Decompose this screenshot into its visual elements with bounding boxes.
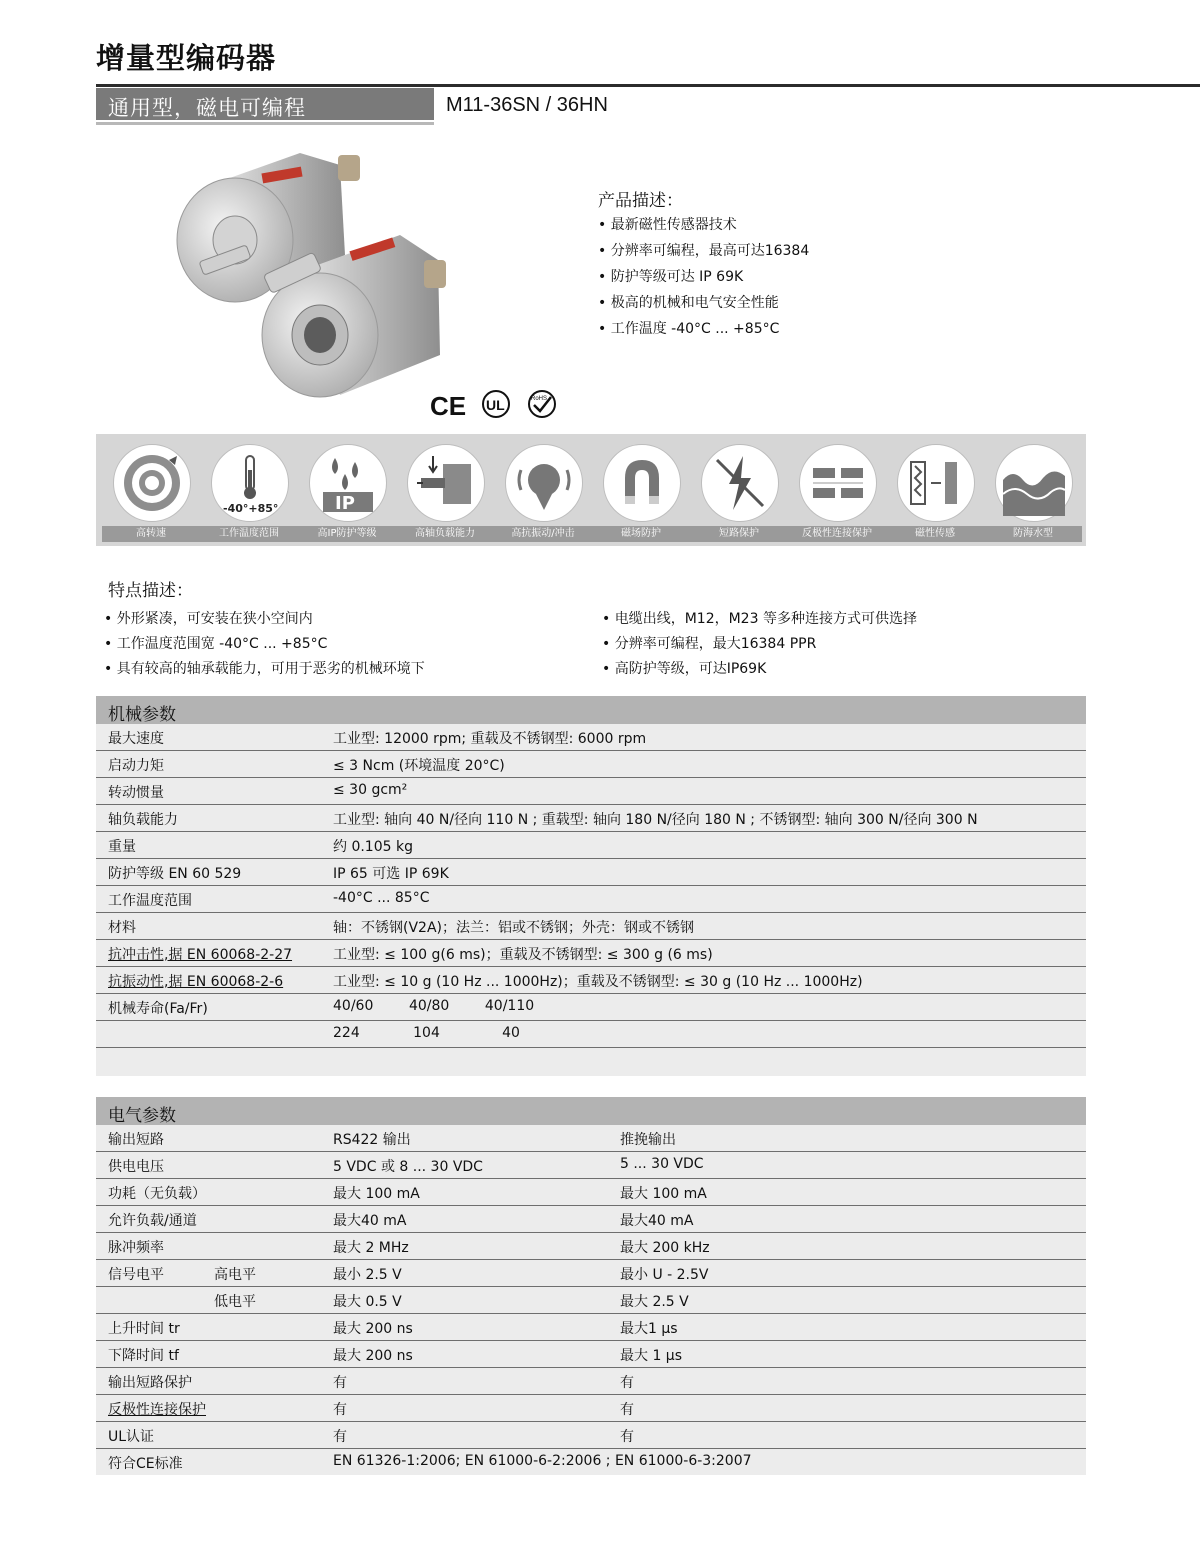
rohs-mark-icon bbox=[529, 391, 555, 417]
row-label: 允许负载/通道 bbox=[108, 1213, 197, 1229]
table-row bbox=[96, 1422, 1086, 1449]
ce-mark-icon: CE bbox=[430, 391, 467, 421]
shaft-load-icon bbox=[413, 450, 479, 516]
rs422-value: EN 61326-1:2006; EN 61000-6-2:2006 ; EN 61000-6-3:2007 bbox=[333, 1453, 752, 1469]
rs422-value: 有 bbox=[333, 1402, 347, 1418]
magnetic-sensing-icon bbox=[903, 450, 969, 516]
row-label: 最大速度 bbox=[108, 731, 164, 747]
pushpull-value: 最小 U - 2.5V bbox=[620, 1267, 709, 1283]
list-item: • 工作温度 -40°C ... +85°C bbox=[598, 321, 780, 337]
pushpull-value: 最大1 µs bbox=[620, 1321, 678, 1337]
section-title: 机械参数 bbox=[108, 705, 176, 725]
svg-text:RoHS: RoHS bbox=[531, 396, 548, 402]
pushpull-value: 最大 100 mA bbox=[620, 1186, 707, 1202]
product-description-heading: 产品描述： bbox=[598, 191, 683, 211]
row-label: 脉冲频率 bbox=[108, 1240, 164, 1256]
table-row bbox=[96, 940, 1086, 967]
row-value: IP 65 可选 IP 69K bbox=[333, 866, 449, 882]
row-label: 上升时间 tr bbox=[108, 1321, 180, 1337]
rs422-value: 有 bbox=[333, 1429, 347, 1445]
row-sublabel: 低电平 bbox=[214, 1294, 256, 1310]
row-label: 材料 bbox=[108, 920, 136, 936]
feature-label: 磁场防护 bbox=[592, 526, 690, 542]
row-value: -40°C ... 85°C bbox=[333, 890, 430, 906]
table-row bbox=[96, 994, 1086, 1021]
header-rule bbox=[96, 84, 1200, 87]
mechanical-table bbox=[96, 696, 1086, 1076]
vibration-icon bbox=[511, 450, 577, 516]
table-row bbox=[96, 778, 1086, 805]
feature-icon-band bbox=[96, 434, 1086, 546]
table-row bbox=[96, 1260, 1086, 1287]
row-label: 启动力矩 bbox=[108, 758, 164, 774]
mechanical-heading bbox=[96, 696, 1086, 724]
feature-ip bbox=[308, 444, 386, 544]
row-value: 工业型: ≤ 100 g(6 ms)；重载及不锈钢型: ≤ 300 g (6 ms) bbox=[333, 947, 713, 963]
table-row bbox=[96, 1206, 1086, 1233]
row-label: 输出短路保护 bbox=[108, 1375, 192, 1391]
electrical-heading bbox=[96, 1097, 1086, 1125]
feature-label: 短路保护 bbox=[690, 526, 788, 542]
table-spacer bbox=[96, 1048, 1086, 1076]
list-item: • 防护等级可达 IP 69K bbox=[598, 269, 744, 285]
list-item: • 极高的机械和电气安全性能 bbox=[598, 295, 779, 311]
rs422-value: 最大40 mA bbox=[333, 1213, 407, 1229]
svg-text:-40°+85°: -40°+85° bbox=[223, 502, 279, 515]
ip-protection-icon bbox=[315, 450, 381, 516]
product-description-list bbox=[598, 212, 809, 342]
feature-magnet bbox=[602, 444, 680, 544]
row-label: 抗振动性,据 EN 60068-2-6 bbox=[108, 974, 284, 990]
section-title: 电气参数 bbox=[108, 1106, 176, 1126]
table-row bbox=[96, 1021, 1086, 1048]
row-value: ≤ 3 Ncm (环境温度 20°C) bbox=[333, 758, 505, 774]
row-value: 工业型: 轴向 40 N/径向 110 N ; 重载型: 轴向 180 N/径向 180 N ; 不锈钢型: 轴向 300 N/径向 300 N bbox=[333, 812, 978, 828]
pushpull-value: 5 ... 30 VDC bbox=[620, 1156, 704, 1172]
feature-temperature bbox=[210, 444, 288, 544]
table-row bbox=[96, 724, 1086, 751]
row-value: ≤ 30 gcm² bbox=[333, 782, 408, 798]
feature-short-circuit bbox=[700, 444, 778, 544]
feature-label: 反极性连接保护 bbox=[788, 526, 886, 542]
features-right-list bbox=[602, 607, 917, 682]
subtitle-underline bbox=[96, 122, 434, 125]
feature-label: 高转速 bbox=[102, 526, 200, 542]
ul-mark-icon bbox=[483, 391, 509, 417]
pushpull-value: 最大 1 µs bbox=[620, 1348, 683, 1364]
pushpull-value: 最大 200 kHz bbox=[620, 1240, 710, 1256]
row-label: 下降时间 tf bbox=[108, 1348, 179, 1364]
row-label: 工作温度范围 bbox=[108, 893, 192, 909]
feature-magnetic-sensing bbox=[896, 444, 974, 544]
pushpull-value: 最大 2.5 V bbox=[620, 1294, 689, 1310]
table-row bbox=[96, 859, 1086, 886]
table-row bbox=[96, 805, 1086, 832]
row-value: 工业型: 12000 rpm; 重载及不锈钢型: 6000 rpm bbox=[333, 731, 647, 747]
pushpull-value: 有 bbox=[620, 1375, 634, 1391]
list-item: • 分辨率可编程，最大16384 PPR bbox=[602, 636, 817, 652]
table-row bbox=[96, 967, 1086, 994]
row-value: 约 0.105 kg bbox=[333, 839, 413, 855]
row-label: 输出短路 bbox=[108, 1132, 164, 1148]
row-label: 重量 bbox=[108, 839, 136, 855]
svg-text:IP: IP bbox=[335, 493, 355, 514]
table-row bbox=[96, 832, 1086, 859]
row-label: 信号电平 bbox=[108, 1267, 164, 1283]
rs422-value: 最大 2 MHz bbox=[333, 1240, 409, 1256]
table-row bbox=[96, 1233, 1086, 1260]
feature-label: 工作温度范围 bbox=[200, 526, 298, 542]
subtitle: 通用型，磁电可编程 bbox=[108, 96, 306, 120]
rs422-value: 最大 200 ns bbox=[333, 1321, 413, 1337]
table-row bbox=[96, 1395, 1086, 1422]
features-left-list bbox=[104, 607, 425, 682]
row-sublabel: 高电平 bbox=[214, 1267, 256, 1283]
row-value: 轴：不锈钢(V2A)；法兰：铝或不锈钢；外壳：钢或不锈钢 bbox=[333, 920, 694, 936]
rs422-value: 最大 0.5 V bbox=[333, 1294, 402, 1310]
feature-label: 高轴负载能力 bbox=[396, 526, 494, 542]
table-row bbox=[96, 751, 1086, 778]
feature-shaft-load bbox=[406, 444, 484, 544]
rs422-value: 最小 2.5 V bbox=[333, 1267, 402, 1283]
feature-reverse-polarity bbox=[798, 444, 876, 544]
electrical-table bbox=[96, 1097, 1086, 1475]
row-label: 轴负载能力 bbox=[108, 812, 178, 828]
feature-vibration bbox=[504, 444, 582, 544]
list-item: • 具有较高的轴承载能力，可用于恶劣的机械环境下 bbox=[104, 661, 425, 677]
row-label: 反极性连接保护 bbox=[108, 1402, 206, 1418]
high-speed-icon bbox=[119, 450, 185, 516]
table-row bbox=[96, 1152, 1086, 1179]
list-item: • 最新磁性传感器技术 bbox=[598, 217, 737, 233]
feature-label: 高IP防护等级 bbox=[298, 526, 396, 542]
row-value: 224 104 40 bbox=[333, 1025, 520, 1041]
row-label: 供电电压 bbox=[108, 1159, 164, 1175]
feature-label: 高抗振动/冲击 bbox=[494, 526, 592, 542]
row-label: 符合CE标准 bbox=[108, 1456, 183, 1472]
row-value: 40/60 40/80 40/110 bbox=[333, 998, 535, 1014]
row-label: 机械寿命(Fa/Fr) bbox=[108, 1001, 208, 1017]
feature-seawater bbox=[994, 444, 1072, 544]
product-photo bbox=[170, 145, 450, 400]
row-label: 转动惯量 bbox=[108, 785, 164, 801]
magnet-icon bbox=[609, 450, 675, 516]
row-label: 功耗（无负载） bbox=[108, 1186, 206, 1202]
feature-high-speed bbox=[112, 444, 190, 544]
table-row bbox=[96, 1314, 1086, 1341]
row-label: 抗冲击性,据 EN 60068-2-27 bbox=[108, 947, 293, 963]
svg-text:UL: UL bbox=[486, 397, 505, 413]
table-row bbox=[96, 913, 1086, 940]
row-label: 防护等级 EN 60 529 bbox=[108, 866, 242, 882]
list-item: • 工作温度范围宽 -40°C ... +85°C bbox=[104, 636, 328, 652]
model-number: M11-36SN / 36HN bbox=[446, 94, 608, 116]
row-value: 工业型: ≤ 10 g (10 Hz ... 1000Hz)；重载及不锈钢型: ≤ 30 g (10 Hz ... 1000Hz) bbox=[333, 974, 863, 990]
table-row bbox=[96, 1449, 1086, 1475]
rs422-value: 有 bbox=[333, 1375, 347, 1391]
feature-label: 磁性传感 bbox=[886, 526, 984, 542]
rs422-value: 最大 100 mA bbox=[333, 1186, 420, 1202]
list-item: • 外形紧凑，可安装在狭小空间内 bbox=[104, 611, 313, 627]
short-circuit-icon bbox=[707, 450, 773, 516]
table-row bbox=[96, 1287, 1086, 1314]
pushpull-value: 有 bbox=[620, 1429, 634, 1445]
pushpull-value: 最大40 mA bbox=[620, 1213, 694, 1229]
list-item: • 电缆出线，M12，M23 等多种连接方式可供选择 bbox=[602, 611, 917, 627]
rs422-value: RS422 输出 bbox=[333, 1132, 411, 1148]
table-row bbox=[96, 1179, 1086, 1206]
row-label: UL认证 bbox=[108, 1429, 155, 1445]
feature-label: 防海水型 bbox=[984, 526, 1082, 542]
pushpull-value: 有 bbox=[620, 1402, 634, 1418]
thermometer-icon bbox=[217, 450, 283, 516]
reverse-polarity-icon bbox=[805, 450, 871, 516]
pushpull-value: 推挽输出 bbox=[620, 1132, 676, 1148]
subtitle-bar bbox=[96, 88, 434, 120]
rs422-value: 5 VDC 或 8 ... 30 VDC bbox=[333, 1159, 483, 1175]
table-row bbox=[96, 1341, 1086, 1368]
page-title: 增量型编码器 bbox=[96, 41, 277, 75]
features-heading: 特点描述： bbox=[108, 581, 193, 601]
seawater-icon bbox=[1001, 450, 1067, 516]
list-item: • 高防护等级，可达IP69K bbox=[602, 661, 767, 677]
certification-logos bbox=[428, 388, 568, 422]
table-row bbox=[96, 886, 1086, 913]
list-item: • 分辨率可编程，最高可达16384 bbox=[598, 243, 810, 259]
rs422-value: 最大 200 ns bbox=[333, 1348, 413, 1364]
table-row bbox=[96, 1368, 1086, 1395]
table-row bbox=[96, 1125, 1086, 1152]
